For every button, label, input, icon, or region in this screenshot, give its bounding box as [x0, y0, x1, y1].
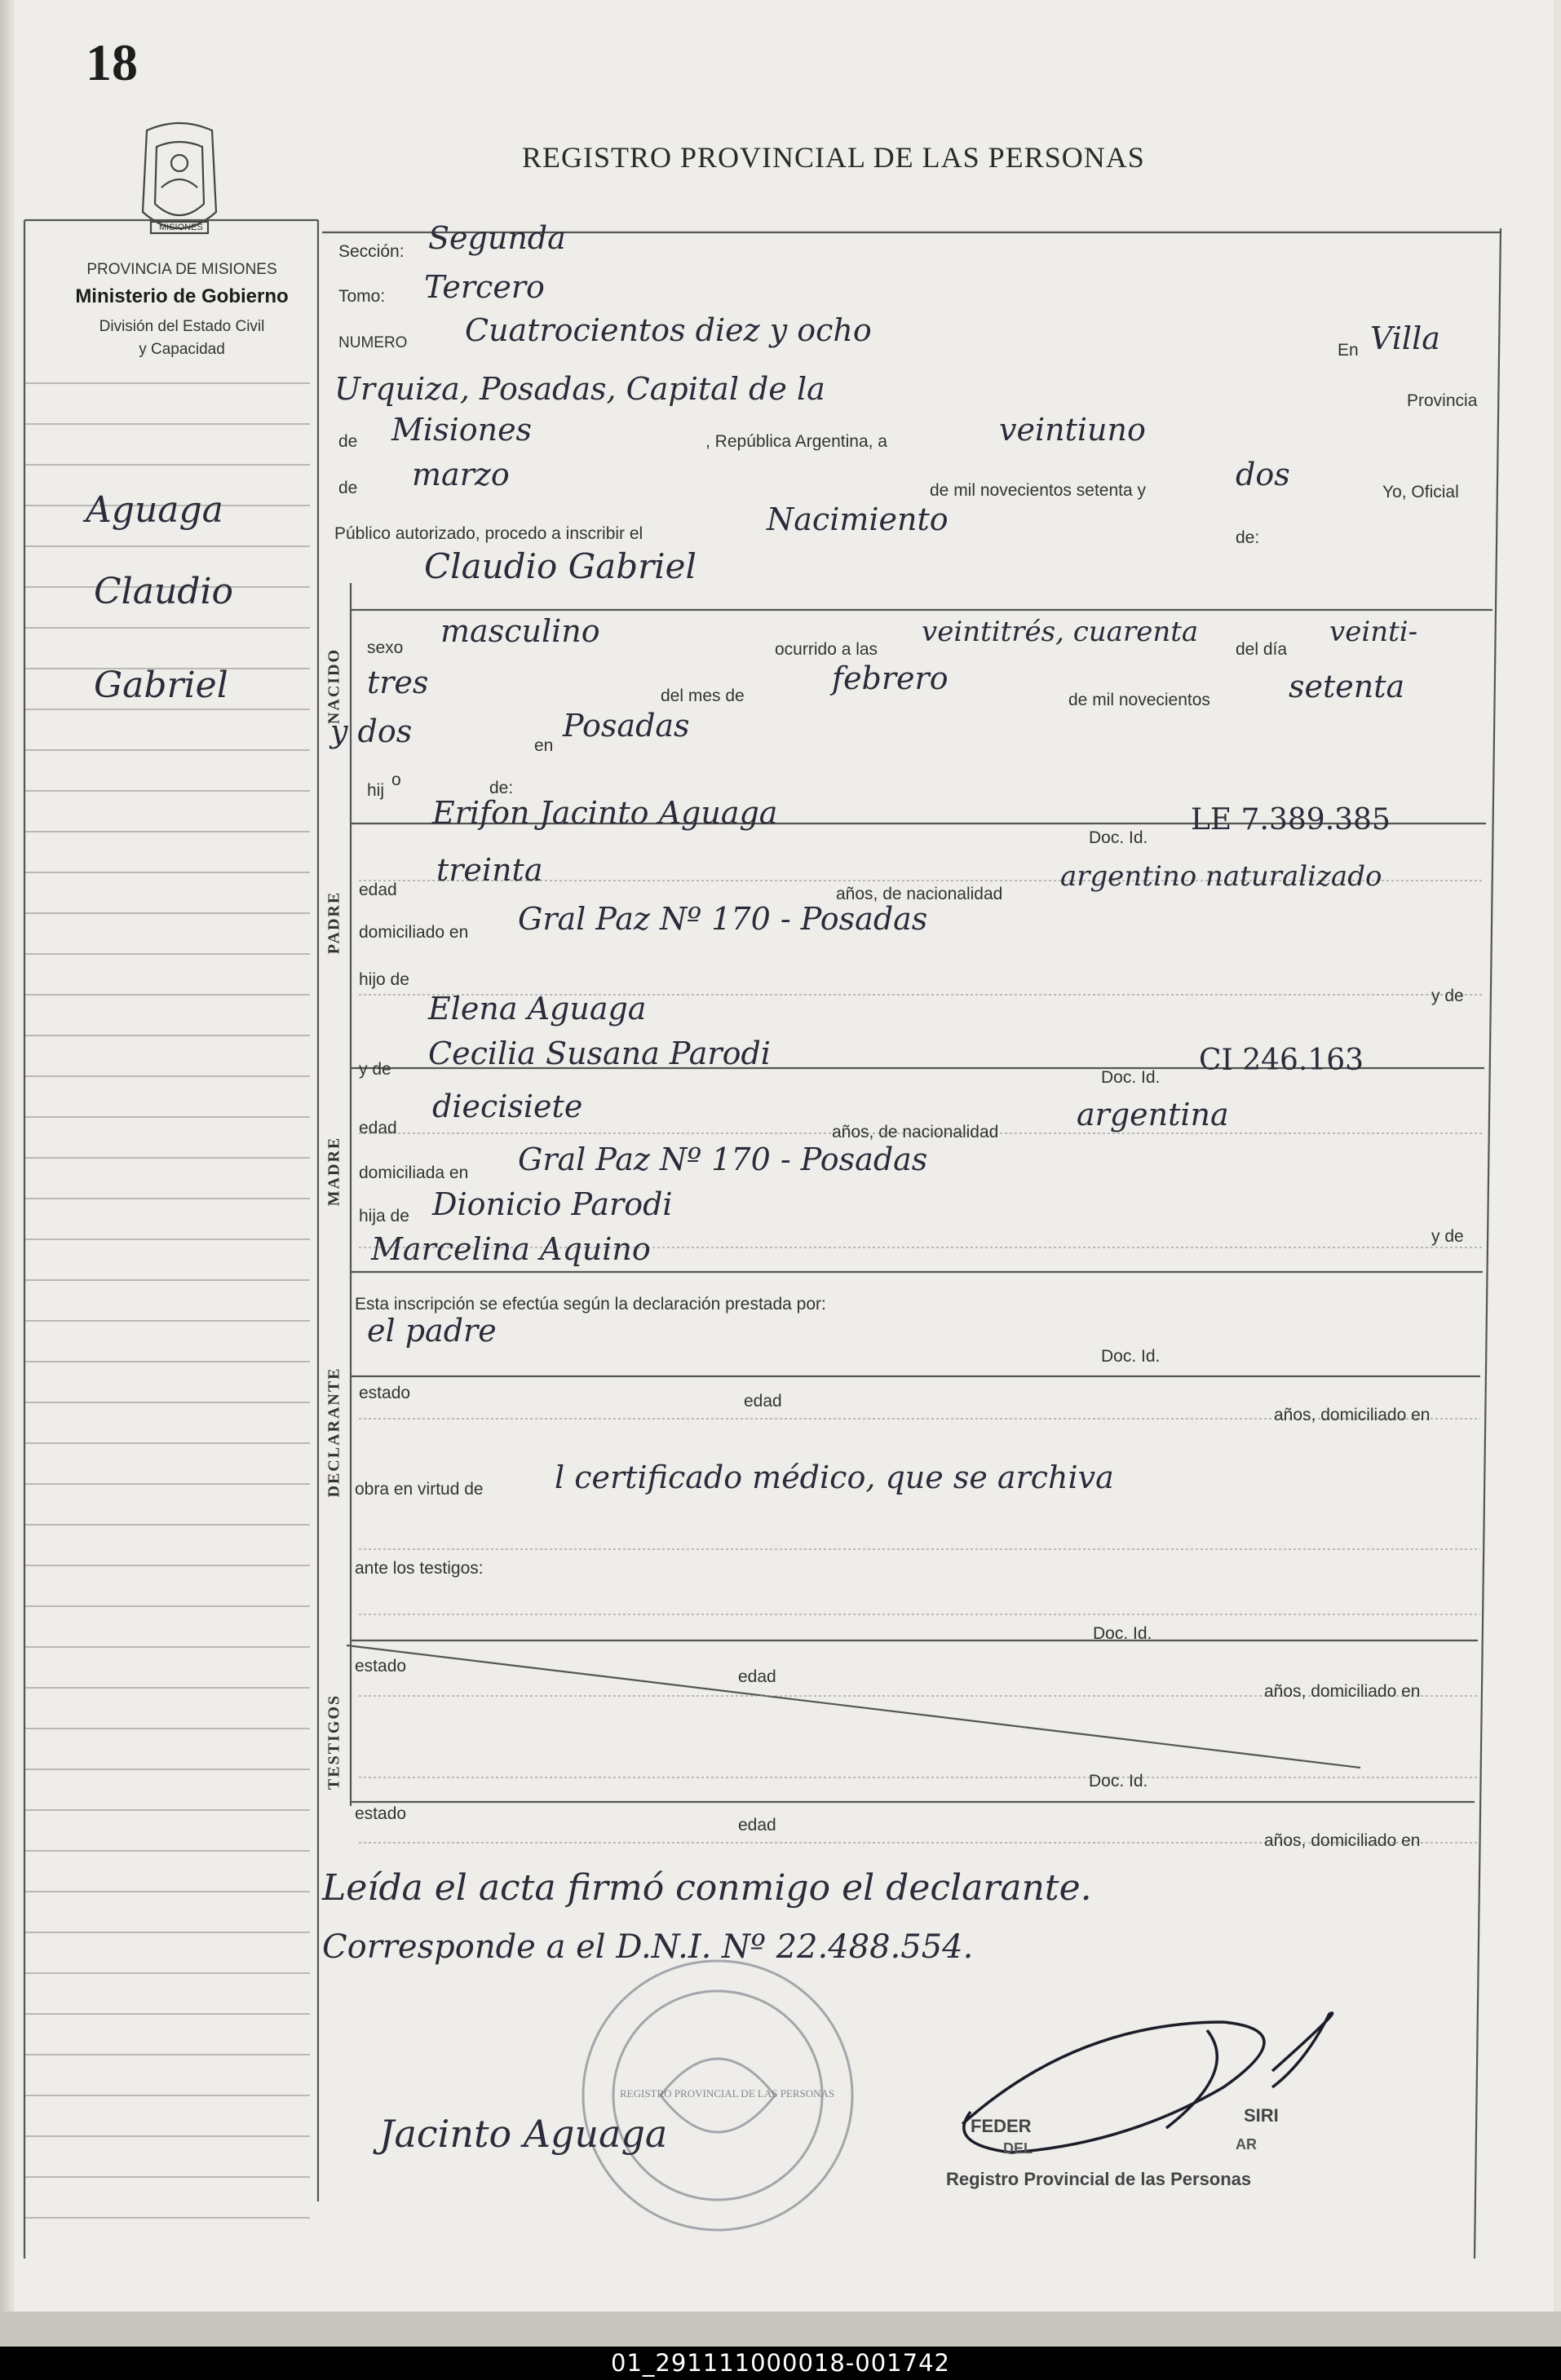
section-label-nacido: NACIDO — [325, 647, 343, 725]
hij-suffix: o — [391, 771, 401, 789]
declarante-edad-label: edad — [744, 1392, 782, 1411]
ante-testigos-label: ante los testigos: — [355, 1559, 484, 1578]
father-age-label: edad — [359, 881, 397, 899]
tomo-value: Tercero — [424, 269, 545, 305]
mil-label: de mil novecientos setenta y — [930, 481, 1146, 500]
year-value: dos — [1236, 457, 1290, 492]
father-doc-label: Doc. Id. — [1089, 828, 1148, 847]
father-mother-name: Elena Aguaga — [428, 991, 647, 1027]
de4-label: de: — [489, 779, 514, 797]
seccion-label: Sección: — [338, 242, 405, 261]
mother-doc-label: Doc. Id. — [1101, 1068, 1161, 1087]
margin-note-first-name: Claudio — [94, 571, 234, 612]
anio-value-continued: y dos — [330, 713, 413, 749]
month-value: marzo — [412, 457, 510, 492]
de-value-province: Misiones — [391, 412, 533, 448]
witness1-edad-label: edad — [738, 1667, 776, 1686]
hij-label: hij — [367, 781, 385, 800]
dia-value-continued: tres — [367, 665, 429, 700]
mes-value: febrero — [832, 660, 949, 696]
inscripcion-label: Esta inscripción se efectúa según la declaración prestada por: — [355, 1295, 826, 1314]
mother-father-name: Dionicio Parodi — [432, 1186, 673, 1222]
father-nationality-label: años, de nacionalidad — [836, 885, 1003, 903]
header-capacity: y Capacidad — [139, 341, 225, 358]
seccion-value: Segunda — [428, 220, 566, 256]
declarante-doc-label: Doc. Id. — [1101, 1347, 1161, 1366]
oficial-label: Yo, Oficial — [1382, 483, 1459, 501]
sexo-label: sexo — [367, 638, 404, 657]
tomo-label: Tomo: — [338, 287, 386, 306]
declarante-domicile-label: años, domiciliado en — [1274, 1406, 1431, 1424]
ocurrido-label: ocurrido a las — [775, 640, 878, 659]
margin-note-middle-name: Gabriel — [94, 665, 228, 706]
numero-label: NUMERO — [338, 334, 408, 351]
witness2-doc-label: Doc. Id. — [1089, 1772, 1148, 1791]
declarante-estado-label: estado — [359, 1384, 411, 1402]
father-y-de-label: y de — [1431, 987, 1464, 1005]
section-label-testigos: TESTIGOS — [325, 1693, 343, 1791]
publico-label: Público autorizado, procedo a inscribir el — [334, 524, 643, 543]
father-domicile-label: domiciliado en — [359, 923, 469, 942]
header-province: PROVINCIA DE MISIONES — [86, 261, 277, 278]
mother-domicile-label: domiciliada en — [359, 1164, 469, 1182]
stamp-caption: REGISTRO PROVINCIAL DE LAS PERSONAS — [620, 2087, 835, 2100]
numero-value: Cuatrocientos diez y ocho — [465, 312, 872, 348]
section-label-declarante: DECLARANTE — [325, 1367, 343, 1498]
hora-value: veintitrés, cuarenta — [922, 616, 1199, 648]
official-ar-label: AR — [1236, 2136, 1257, 2153]
official-name-fragment-left: FEDER — [971, 2116, 1032, 2136]
document-title: REGISTRO PROVINCIAL DE LAS PERSONAS — [522, 141, 1145, 174]
en-value: Villa — [1370, 320, 1440, 356]
place-value: Urquiza, Posadas, Capital de la — [334, 371, 825, 407]
section-label-madre: MADRE — [325, 1136, 343, 1207]
del-dia-label: del día — [1236, 640, 1288, 659]
father-domicile-value: Gral Paz Nº 170 - Posadas — [518, 901, 928, 937]
witness2-estado-label: estado — [355, 1804, 407, 1823]
mother-y-de-label-2: y de — [1431, 1227, 1464, 1246]
file-reference: 01_291111000018-001742 — [611, 2349, 950, 2377]
date-day-value: veintiuno — [999, 412, 1146, 448]
witness1-doc-label: Doc. Id. — [1093, 1624, 1152, 1643]
de-label-1: de — [338, 432, 358, 451]
sexo-value: masculino — [440, 613, 600, 649]
official-name-fragment-right: SIRI — [1244, 2105, 1279, 2126]
official-del-label: DEL — [1003, 2140, 1033, 2157]
mil2-label: de mil novecientos — [1068, 691, 1210, 709]
section-label-padre: PADRE — [325, 890, 343, 955]
father-name-value: Erifon Jacinto Aguaga — [432, 795, 778, 831]
en2-label: en — [534, 736, 554, 755]
provincia-label: Provincia — [1407, 391, 1478, 410]
witness2-domicile-label: años, domiciliado en — [1264, 1831, 1421, 1850]
mother-age-label: edad — [359, 1119, 397, 1137]
witness1-estado-label: estado — [355, 1657, 407, 1676]
witness1-domicile-label: años, domiciliado en — [1264, 1682, 1421, 1701]
de-label-2: de — [338, 479, 358, 497]
birthplace-value: Posadas — [563, 708, 690, 744]
mother-name-value: Cecilia Susana Parodi — [428, 1035, 771, 1071]
en-label: En — [1338, 341, 1359, 360]
header-division: División del Estado Civil — [99, 318, 265, 335]
mother-domicile-value: Gral Paz Nº 170 - Posadas — [518, 1141, 928, 1177]
header-ministry: Ministerio de Gobierno — [75, 285, 289, 307]
mother-parent-label: hija de — [359, 1207, 409, 1225]
mother-nationality-value: argentina — [1077, 1097, 1229, 1133]
republica-label: , República Argentina, a — [705, 432, 887, 451]
father-doc-value: LE 7.389.385 — [1191, 803, 1391, 837]
obra-value: l certificado médico, que se archiva — [555, 1459, 1114, 1495]
page-number: 18 — [86, 33, 138, 91]
mother-age-value: diecisiete — [432, 1088, 583, 1124]
dia-value: veinti- — [1329, 616, 1418, 648]
father-nationality-value: argentino naturalizado — [1060, 860, 1382, 893]
mother-nationality-label: años, de nacionalidad — [832, 1123, 999, 1141]
de-label-3: de: — [1236, 528, 1260, 547]
mes-label: del mes de — [661, 687, 745, 705]
declarante-value: el padre — [367, 1313, 497, 1349]
closing-line-2: Corresponde a el D.N.I. Nº 22.488.554. — [322, 1928, 974, 1966]
declarant-signature: Jacinto Aguaga — [379, 2112, 668, 2156]
official-office-label: Registro Provincial de las Personas — [946, 2169, 1252, 2189]
child-name-value: Claudio Gabriel — [424, 546, 696, 586]
misiones-seal-icon — [143, 123, 216, 233]
acto-value: Nacimiento — [767, 501, 949, 537]
closing-line-1: Leída el acta firmó conmigo el declarante. — [322, 1867, 1092, 1909]
witness2-edad-label: edad — [738, 1816, 776, 1835]
mother-y-de-label: y de — [359, 1060, 391, 1079]
margin-note-surname: Aguaga — [86, 489, 223, 531]
mother-mother-name: Marcelina Aquino — [371, 1231, 651, 1267]
mother-doc-value: CI 246.163 — [1199, 1044, 1364, 1077]
seal-caption: MISIONES — [159, 223, 203, 232]
father-age-value: treinta — [436, 852, 543, 888]
anio-value: setenta — [1289, 669, 1405, 704]
father-parent-label: hijo de — [359, 970, 409, 989]
obra-label: obra en virtud de — [355, 1480, 484, 1499]
